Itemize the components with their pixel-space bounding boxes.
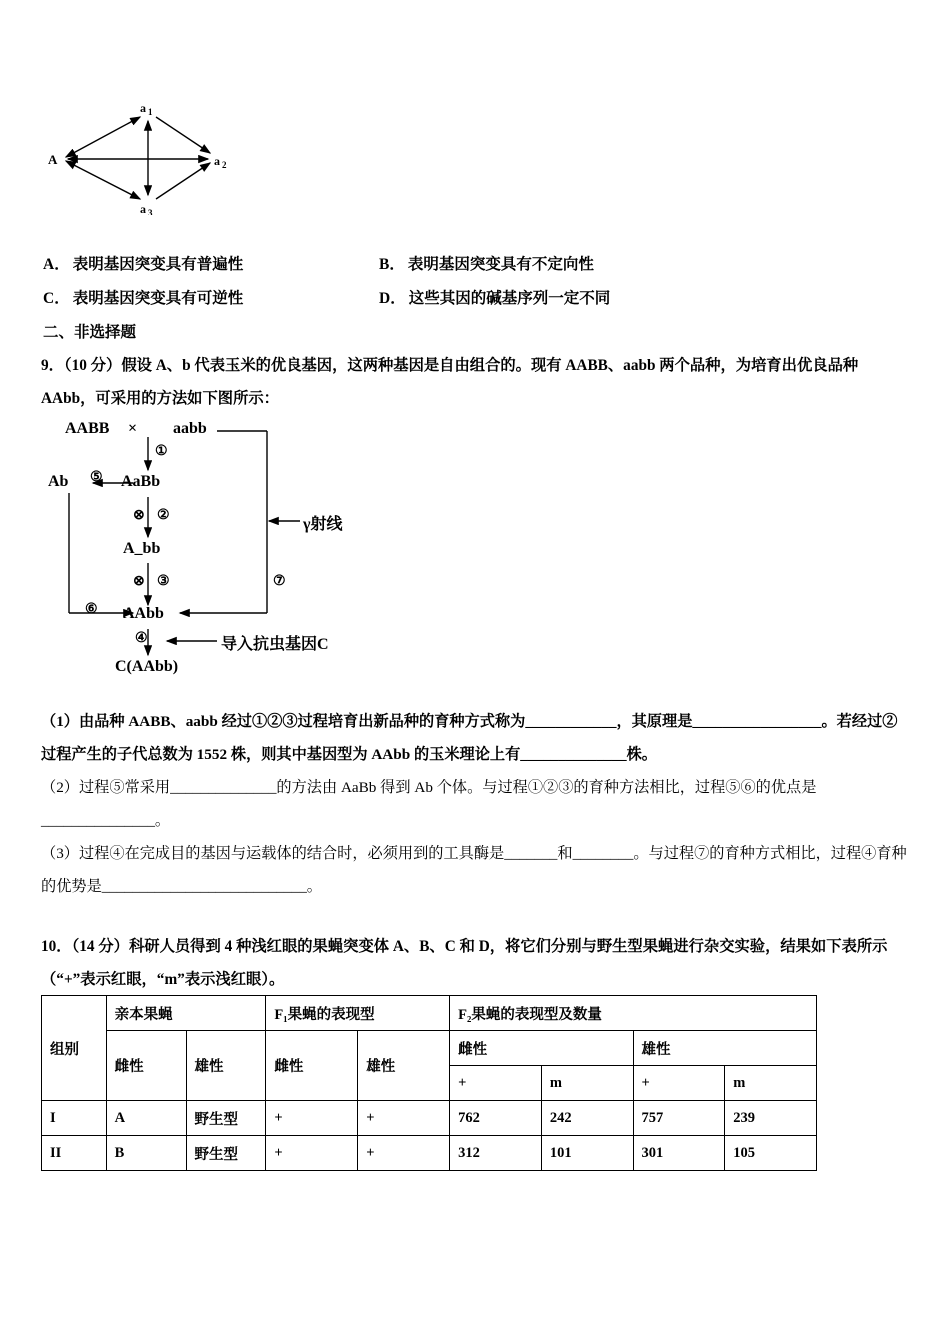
row-1-group: II <box>42 1136 107 1171</box>
flow-step-3: ③ <box>157 574 170 589</box>
flow-step-4-text: 导入抗虫基因C <box>221 636 329 653</box>
question-9-sub-1: （1）由品种 AABB、aabb 经过①②③过程培育出新品种的育种方式称为____________，其原理是_________________。若经过②过程产生的子代总数为 1552 株，则其中基因型为 AAbb 的玉米理论上有______________株。 <box>41 713 898 763</box>
header-f2-male-plus: + <box>633 1066 725 1101</box>
gene-mutation-diagram <box>44 95 244 215</box>
header-f2-male-m: m <box>725 1066 817 1101</box>
header-f2: F₂果蝇的表现型及数量 <box>450 996 817 1031</box>
row-0-parent-female: A <box>106 1101 186 1136</box>
flow-gamma-ray: γ射线 <box>303 516 343 533</box>
row-1-f2-male-plus: 301 <box>633 1136 725 1171</box>
svg-text:1: 1 <box>148 107 153 117</box>
header-group: 组别 <box>42 996 107 1101</box>
question-9-text: 假设 A、b 代表玉米的优良基因，这两种基因是自由组合的。现有 AABB、aabb 两个品种，为培育出优良品种 AAbb，可采用的方法如下图所示： <box>41 357 859 407</box>
flow-selfing-2: ⊗ <box>133 574 145 589</box>
header-f2-female: 雌性 <box>450 1031 633 1066</box>
question-10-text: 科研人员得到 4 种浅红眼的果蝇突变体 A、B、C 和 D，将它们分别与野生型果蝇进行杂交实验，结果如下表所示（“+”表示红眼，“m”表示浅红眼）。 <box>41 938 888 988</box>
row-1-f2-female-plus: 312 <box>450 1136 542 1171</box>
row-0-parent-male: 野生型 <box>186 1101 266 1136</box>
header-f2-male: 雄性 <box>633 1031 816 1066</box>
header-f2-female-plus: + <box>450 1066 542 1101</box>
question-9-subitems <box>41 705 907 903</box>
mutation-diagram-svg <box>44 95 244 215</box>
choice-d-text: 这些其因的碱基序列一定不同 <box>408 290 611 307</box>
row-0-f2-female-plus: 762 <box>450 1101 542 1136</box>
mutation-node-a1: a <box>140 101 146 115</box>
svg-text:2: 2 <box>222 160 227 170</box>
row-1-parent-female: B <box>106 1136 186 1171</box>
table-row <box>42 1136 817 1171</box>
row-1-f1-female: + <box>266 1136 358 1171</box>
choice-row-ab <box>43 252 907 274</box>
cross-experiment-table-wrapper <box>41 995 817 1171</box>
question-10-number: 10． <box>41 938 72 955</box>
flow-haploid-Ab: Ab <box>48 473 69 490</box>
mutation-node-a2: a <box>214 154 220 168</box>
flow-step-6: ⑥ <box>85 602 98 617</box>
choice-c[interactable] <box>43 286 379 308</box>
svg-text:3: 3 <box>148 208 153 215</box>
flow-f1: AaBb <box>121 473 161 490</box>
choice-b[interactable] <box>379 252 594 274</box>
flow-parent-left: AABB <box>65 420 110 437</box>
flow-selfing-1: ⊗ <box>133 508 145 523</box>
choice-a-label: A． <box>43 256 70 273</box>
table-header-row-2 <box>42 1031 817 1066</box>
header-parents-female: 雌性 <box>106 1031 186 1101</box>
choice-d-label: D． <box>379 290 406 307</box>
mutation-node-a3: a <box>140 202 146 215</box>
header-parents-male: 雄性 <box>186 1031 266 1101</box>
question-10-score: （14 分） <box>71 938 129 955</box>
row-0-f2-male-plus: 757 <box>633 1101 725 1136</box>
row-1-parent-male: 野生型 <box>186 1136 266 1171</box>
choice-row-cd <box>43 286 907 308</box>
mutation-node-A: A <box>48 152 58 167</box>
header-f1-male: 雄性 <box>358 1031 450 1101</box>
flow-parent-right: aabb <box>173 420 207 437</box>
flow-step-2: ② <box>157 508 170 523</box>
row-0-f2-male-m: 239 <box>725 1101 817 1136</box>
table-header-row-1 <box>42 996 817 1031</box>
header-f1-female: 雌性 <box>266 1031 358 1101</box>
flow-cross-symbol: × <box>128 420 138 437</box>
row-1-f2-female-m: 101 <box>541 1136 633 1171</box>
flow-gen-3: AAbb <box>123 605 164 622</box>
row-1-f2-male-m: 105 <box>725 1136 817 1171</box>
row-0-f2-female-m: 242 <box>541 1101 633 1136</box>
row-0-group: I <box>42 1101 107 1136</box>
flow-gen-2: A_bb <box>123 540 161 557</box>
choice-c-text: 表明基因突变具有可逆性 <box>72 290 244 307</box>
choice-c-label: C． <box>43 290 70 307</box>
row-1-f1-male: + <box>358 1136 450 1171</box>
row-0-f1-female: + <box>266 1101 358 1136</box>
table-row <box>42 1101 817 1136</box>
flow-step-5: ⑤ <box>90 470 103 485</box>
header-parents: 亲本果蝇 <box>106 996 266 1031</box>
flow-step-4: ④ <box>135 631 148 646</box>
breeding-flow-diagram <box>45 415 465 690</box>
choice-a[interactable] <box>43 252 379 274</box>
question-9-number: 9． <box>41 357 64 374</box>
question-9-score: （10 分） <box>63 357 122 374</box>
cross-experiment-table <box>41 995 817 1171</box>
flow-final: C(AAbb) <box>115 658 179 675</box>
question-10-stem <box>41 930 907 996</box>
flow-step-7: ⑦ <box>273 574 286 589</box>
question-9-sub-2: （2）过程⑤常采用______________的方法由 AaBb 得到 Ab 个体。与过程①②③的育种方法相比，过程⑤⑥的优点是_______________。 <box>41 779 817 829</box>
choice-d[interactable] <box>379 286 610 308</box>
choice-b-text: 表明基因突变具有不定向性 <box>407 256 594 273</box>
question-9-stem <box>41 349 907 415</box>
section-title: 二、非选择题 <box>43 324 137 341</box>
row-0-f1-male: + <box>358 1101 450 1136</box>
question-9-sub-3: （3）过程④在完成目的基因与运载体的结合时，必须用到的工具酶是_______和________。与过程⑦的育种方式相比，过程④育种的优势是___________________________。 <box>41 845 907 895</box>
choice-b-label: B． <box>379 256 405 273</box>
choice-list <box>43 252 907 320</box>
flow-step-1: ① <box>155 444 168 459</box>
choice-a-text: 表明基因突变具有普遍性 <box>72 256 244 273</box>
header-f2-female-m: m <box>541 1066 633 1101</box>
header-f1: F₁果蝇的表现型 <box>266 996 450 1031</box>
